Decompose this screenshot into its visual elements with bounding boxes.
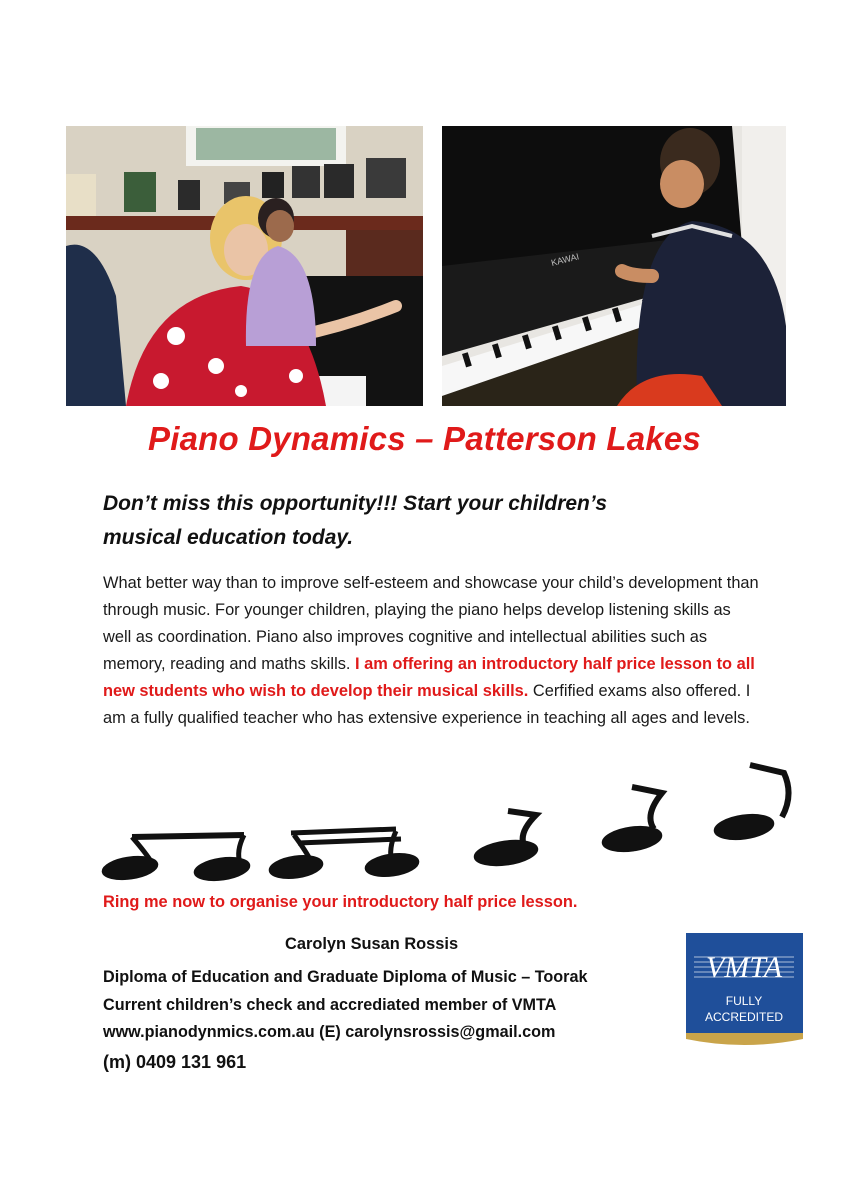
body-intro: What better way than to improve self-esteem and showcase your child’s development than through music. For younger children, playing the piano helps develop listening skills as well as coordination. Piano also improves cognitive and intellectual abilities such as memory, reading and maths skills.: [103, 574, 759, 673]
contact-details: [103, 964, 587, 1077]
music-note-pair-icon: [101, 835, 252, 884]
piano-brand-text: KAWAI: [550, 251, 580, 268]
music-note-pair-double-beam-icon: [268, 829, 421, 882]
logo-line-2: ACCREDITED: [704, 1010, 784, 1024]
eighth-note-icon: [713, 765, 789, 843]
tagline-line-2: musical education today.: [103, 526, 354, 549]
music-notes-decoration: [96, 755, 816, 885]
membership-line: Current children’s check and accrediated member of VMTA: [103, 995, 557, 1014]
photo-teacher-with-student: [66, 126, 423, 406]
eighth-note-icon: [473, 811, 540, 869]
qualification-line: Diploma of Education and Graduate Diploma of Music – Toorak: [103, 968, 588, 986]
photo-boy-playing-piano: [442, 126, 786, 406]
body-offer: I am offering an introductory half price lesson to all new students who wish to develop their musical skills.: [103, 655, 755, 700]
phone-line: (m) 0409 131 961: [103, 1051, 247, 1072]
logo-brand-text: VMTA: [705, 951, 783, 984]
tagline-line-1: Don’t miss this opportunity!!! Start your children’s: [103, 492, 608, 515]
page-title: Piano Dynamics – Patterson Lakes: [148, 420, 701, 457]
teacher-name: Carolyn Susan Rossis: [285, 935, 459, 953]
vmta-accreditation-logo: [686, 933, 803, 1048]
web-email-line: www.pianodynmics.com.au (E) carolynsrossis@gmail.com: [103, 1023, 556, 1041]
eighth-note-icon: [601, 787, 664, 855]
logo-line-1: FULLY: [725, 994, 763, 1008]
body-outro: Cerfified exams also offered. I am a fully qualified teacher who has extensive experience in teaching all ages and levels.: [103, 682, 751, 727]
body-paragraph: [103, 570, 763, 732]
tagline: [103, 487, 743, 555]
call-to-action: Ring me now to organise your introductory half price lesson.: [103, 893, 578, 911]
